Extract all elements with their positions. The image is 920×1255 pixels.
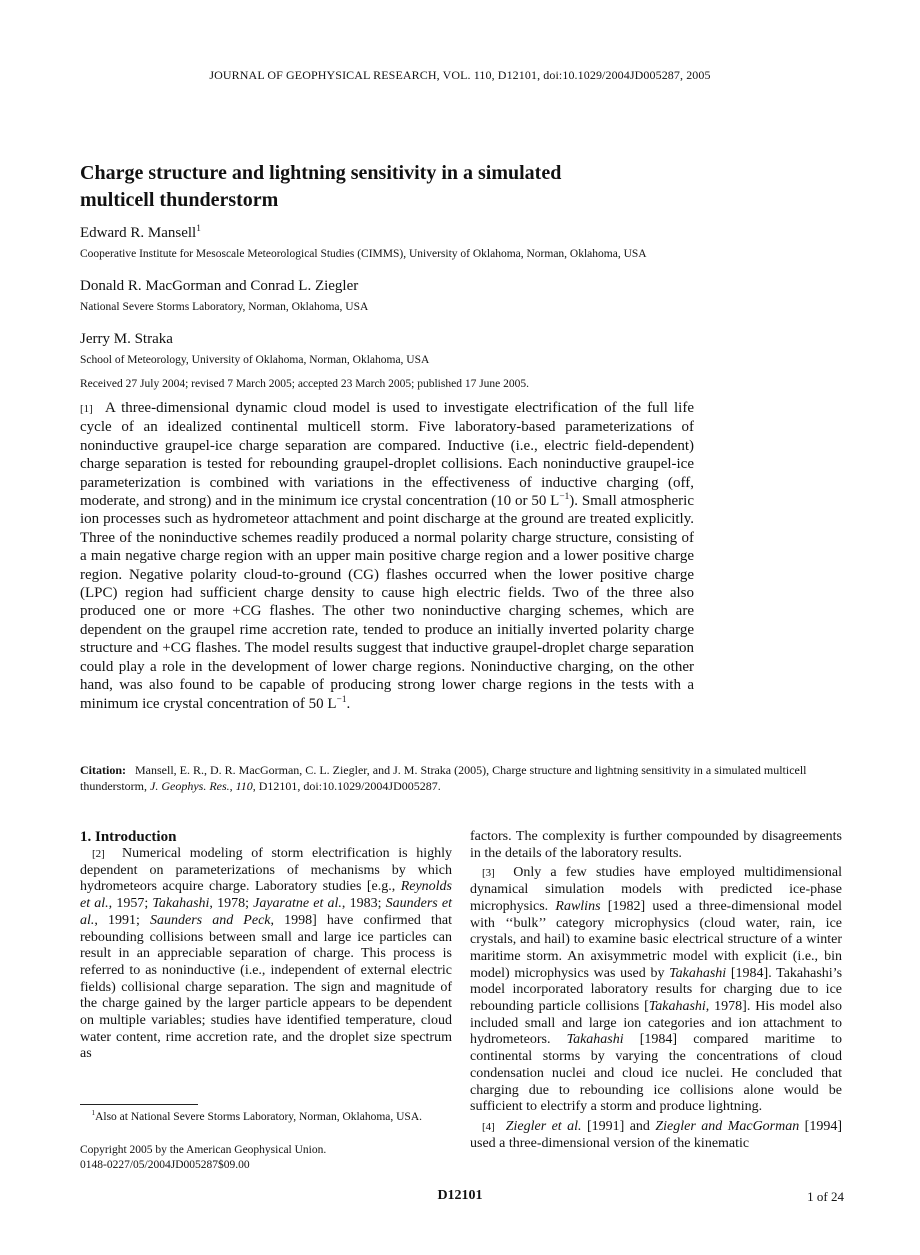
author-footnote-mark: 1 [196, 224, 201, 234]
page-number: 1 of 24 [807, 1189, 844, 1204]
received-dates: Received 27 July 2004; revised 7 March 2005; accepted 23 March 2005; published 17 June 2005. [80, 378, 530, 390]
abstract: [1] A three-dimensional dynamic cloud model is used to investigate electrification of the full life cycle of an idealized continental multicell storm. Five laboratory-based parameterizations of noninductive graupel-ice charge separation are compared. Inductive (i.e., electric field-dependent) charge separation is tested for rebounding graupel-droplet collisions. Each noninductive graupel-ice parameterization is combined with variations in the effectiveness of inductive charging (off, moderate, and strong) and in the minimum ice crystal concentration (10 or 50 $L^{-1}$). Small atmospheric ion processes such as hydrometeor attachment and point discharge at the ground are treated explicitly. Three of the noninductive schemes readily produced a normal polarity charge structure, consisting of a main negative charge region with an upper main positive charge region and a lower positive charge region. Negative polarity cloud-to-ground (CG) flashes occurred when the lower positive charge (LPC) region had sufficient charge density to cause high electric fields. Two of the three also produced one or more +CG flashes. The other two noninductive charging schemes, which are dependent on the graupel rime accretion rate, tended to produce an initially inverted polarity charge structure and +CG flashes. The model results suggest that inductive graupel-droplet charge separation could play a role in the development of lower charge regions. Noninductive charging, on the other hand, was also found to be capable of producing strong lower charge regions in the tests with a minimum ice crystal concentration of 50 $L^{-1}$. [80, 400, 695, 712]
author-3-affiliation: School of Meteorology, University of Oklahoma, Norman, Oklahoma, USA [80, 354, 430, 366]
citation: Citation: Mansell, E. R., D. R. MacGorman, C. L. Ziegler, and J. M. Straka (2005), Charge structure and lightning sensitivity in a simulated multicell thunderstorm, J. Geophys. Res., 110, D12101, doi:10.1029/2004JD005287. [80, 763, 807, 794]
footnote: $^1$Also at National Severe Storms Laboratory, Norman, Oklahoma, USA. [91, 1109, 422, 1123]
author-2-affiliation: National Severe Storms Laboratory, Norman, Oklahoma, USA [80, 301, 369, 313]
paragraph-3: [3] Only a few studies have employed multidimensional dynamical simulation models with predicted ice-phase microphysics. Rawlins [1982] used a three-dimensional model with ‘‘bulk’’ category microphysics (cloud water, rain, ice crystals, and hail) to examine basic electrical structure of a winter maritime storm. An axisymmetric model with explicit (i.e., bin model) microphysics was used by Takahashi [1984]. Takahashi’s model incorporated laboratory results for charging due to ice rebounding particle collisions [Takahashi, 1978]. His model also included small and large ion categories and ion attachment to hydrometeors. Takahashi [1984] compared maritime to continental storms by varying the concentrations of cloud condensation nuclei and cloud ice nuclei. He concluded that charging due to rebounding ice collisions alone would be sufficient to electrify a storm and produce lightning. [470, 865, 843, 1115]
paragraph-number: [1] [80, 403, 93, 415]
paragraph-2-continued: factors. The complexity is further compounded by disagreements in the details of the laboratory results. [470, 829, 842, 861]
footer-article-id: D12101 [437, 1188, 483, 1203]
paragraph-2: [2] Numerical modeling of storm electrification is highly dependent on parameterizations of mechanisms by which hydrometeors acquire charge. Laboratory studies [e.g., Reynolds et al., 1957; Takahashi, 1978; Jayaratne et al., 1983; Saunders et al., 1991; Saunders and Peck, 1998] have confirmed that rebounding collisions between small and large ice particles can result in an appreciable separation of charge. This process is referred to as noninductive (i.e., independent of external electric fields) collisional charge separation. The sign and magnitude of the charge gained by the larger particle appears to be dependent on multiple variables; studies have identified temperature, cloud water content, rime accretion rate, and the droplet size spectrum as [80, 846, 453, 1062]
section-heading-introduction: 1. Introduction [80, 829, 177, 845]
journal-name: J. Geophys. Res. [150, 779, 230, 794]
right-column [470, 829, 842, 1152]
author-1-name: Edward R. Mansell$^1$ [80, 224, 201, 241]
paragraph-4: [4] Ziegler et al. [1991] and Ziegler and MacGorman [1994] used a three-dimensional version of the kinematic [470, 1118, 842, 1151]
left-column [80, 846, 452, 1063]
author-2-name: Donald R. MacGorman and Conrad L. Ziegler [80, 278, 359, 294]
footnote-divider [80, 1104, 198, 1105]
citation-label: Citation: [80, 763, 126, 777]
running-head: JOURNAL OF GEOPHYSICAL RESEARCH, VOL. 110, D12101, doi:10.1029/2004JD005287, 2005 [209, 68, 711, 82]
paper-title: Charge structure and lightning sensitivity in a simulated multicell thunderstorm [80, 162, 562, 211]
author-1-affiliation: Cooperative Institute for Mesoscale Meteorological Studies (CIMMS), University of Oklahoma, Norman, Oklahoma, USA [80, 248, 647, 260]
author-3-name: Jerry M. Straka [80, 331, 173, 347]
volume-number: 110 [235, 779, 253, 794]
copyright-notice: Copyright 2005 by the American Geophysical Union. 0148-0227/05/2004JD005287$09.00 [80, 1144, 327, 1171]
